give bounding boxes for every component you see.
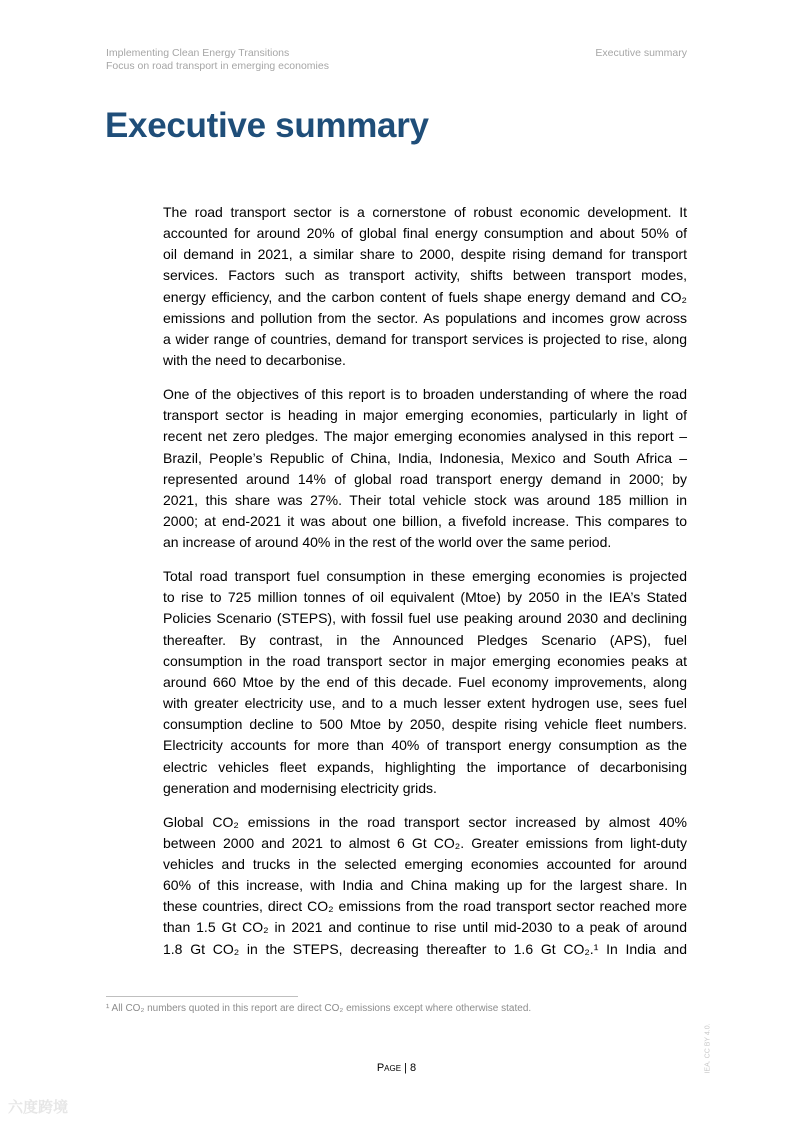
text-line: 1.8 Gt CO₂ in the STEPS, decreasing thereafter to 1.6 Gt CO₂.¹ In India and [163,940,687,957]
text-line: consumption decline to 500 Mtoe by 2050, despite rising vehicle fleet numbers. [163,716,687,733]
text-line: generation and modernising electricity grids. [163,779,437,796]
text-line: energy efficiency, and the carbon content of fuels shape energy demand and CO₂ [163,288,687,305]
text-line: with greater electricity use, and to a much lesser extent hydrogen use, sees fuel [163,695,687,712]
footnote-divider [106,996,298,997]
text-line: emissions and pollution from the sector. As populations and incomes grow across [163,309,687,326]
page-number-value: 8 [410,1062,417,1074]
text-line: with the need to decarbonise. [163,352,346,369]
text-line: 2000; at end-2021 it was about one billion, a fivefold increase. This compares to [163,512,687,529]
page-title: Executive summary [105,106,429,145]
license-note: IEA. CC BY 4.0. [704,1023,712,1074]
page-label: Page [376,1062,402,1074]
text-line: to rise to 725 million tonnes of oil equivalent (Mtoe) by 2050 in the IEA’s Stated [163,589,687,606]
page-number [0,1062,793,1074]
report-subtitle: Focus on road transport in emerging economies [106,60,329,72]
text-line: thereafter. By contrast, in the Announced Pledges Scenario (APS), fuel [163,631,687,648]
text-line: electric vehicles fleet expands, highlighting the importance of decarbonising [163,758,687,775]
text-line: 60% of this increase, with India and China making up for the largest share. In [163,877,687,894]
text-line: oil demand in 2021, a similar share to 2000, despite rising demand for transport [163,246,687,263]
text-line: recent net zero pledges. The major emerging economies analysed in this report – [163,428,687,445]
watermark-logo: 六度跨境 [8,1099,69,1116]
text-line: transport sector is heading in major emerging economies, particularly in light of [163,407,687,424]
text-line: vehicles and trucks in the selected emerging economies accounted for around [163,855,687,872]
text-line: Electricity accounts for more than 40% of transport energy consumption as the [163,737,687,754]
text-line: services. Factors such as transport activity, shifts between transport modes, [163,267,687,284]
footnote: ¹ All CO₂ numbers quoted in this report are direct CO₂ emissions except where otherwise stated. [106,1003,532,1014]
text-line: Brazil, People’s Republic of China, India, Indonesia, Mexico and South Africa – [163,449,687,466]
paragraph-2 [163,384,687,553]
report-series-title: Implementing Clean Energy Transitions [106,47,290,59]
text-line: represented around 14% of global road transport energy demand in 2000; by [163,470,687,487]
text-line: accounted for around 20% of global final energy consumption and about 50% of [163,225,687,242]
text-line: between 2000 and 2021 to almost 6 Gt CO₂. Greater emissions from light-duty [163,834,687,851]
text-line: an increase of around 40% in the rest of the world over the same period. [163,534,612,551]
page-separator: | [401,1062,411,1074]
text-line: consumption in the road transport sector in major emerging economies peaks at [163,652,687,669]
text-line: 2021, this share was 27%. Their total vehicle stock was around 185 million in [163,491,687,508]
running-header-left [106,47,329,73]
text-line: a wider range of countries, demand for transport services is projected to rise, along [163,330,687,347]
paragraph-1 [163,202,687,371]
text-line: The road transport sector is a cornerstone of robust economic development. It [163,204,687,220]
text-line: One of the objectives of this report is to broaden understanding of where the road [163,386,687,403]
paragraph-3 [163,566,687,799]
text-line: around 660 Mtoe by the end of this decade. Fuel economy improvements, along [163,673,687,690]
body-text [163,202,687,973]
text-line: Policies Scenario (STEPS), with fossil fuel use peaking around 2030 and declining [163,610,687,627]
paragraph-4 [163,812,687,960]
text-line: Total road transport fuel consumption in these emerging economies is projected [163,568,687,585]
text-line: than 1.5 Gt CO₂ in 2021 and continue to rise until mid-2030 to a peak of around [163,919,687,936]
running-header-section: Executive summary [595,47,687,59]
text-line: Global CO₂ emissions in the road transport sector increased by almost 40% [163,813,687,830]
text-line: these countries, direct CO₂ emissions from the road transport sector reached more [163,898,687,915]
